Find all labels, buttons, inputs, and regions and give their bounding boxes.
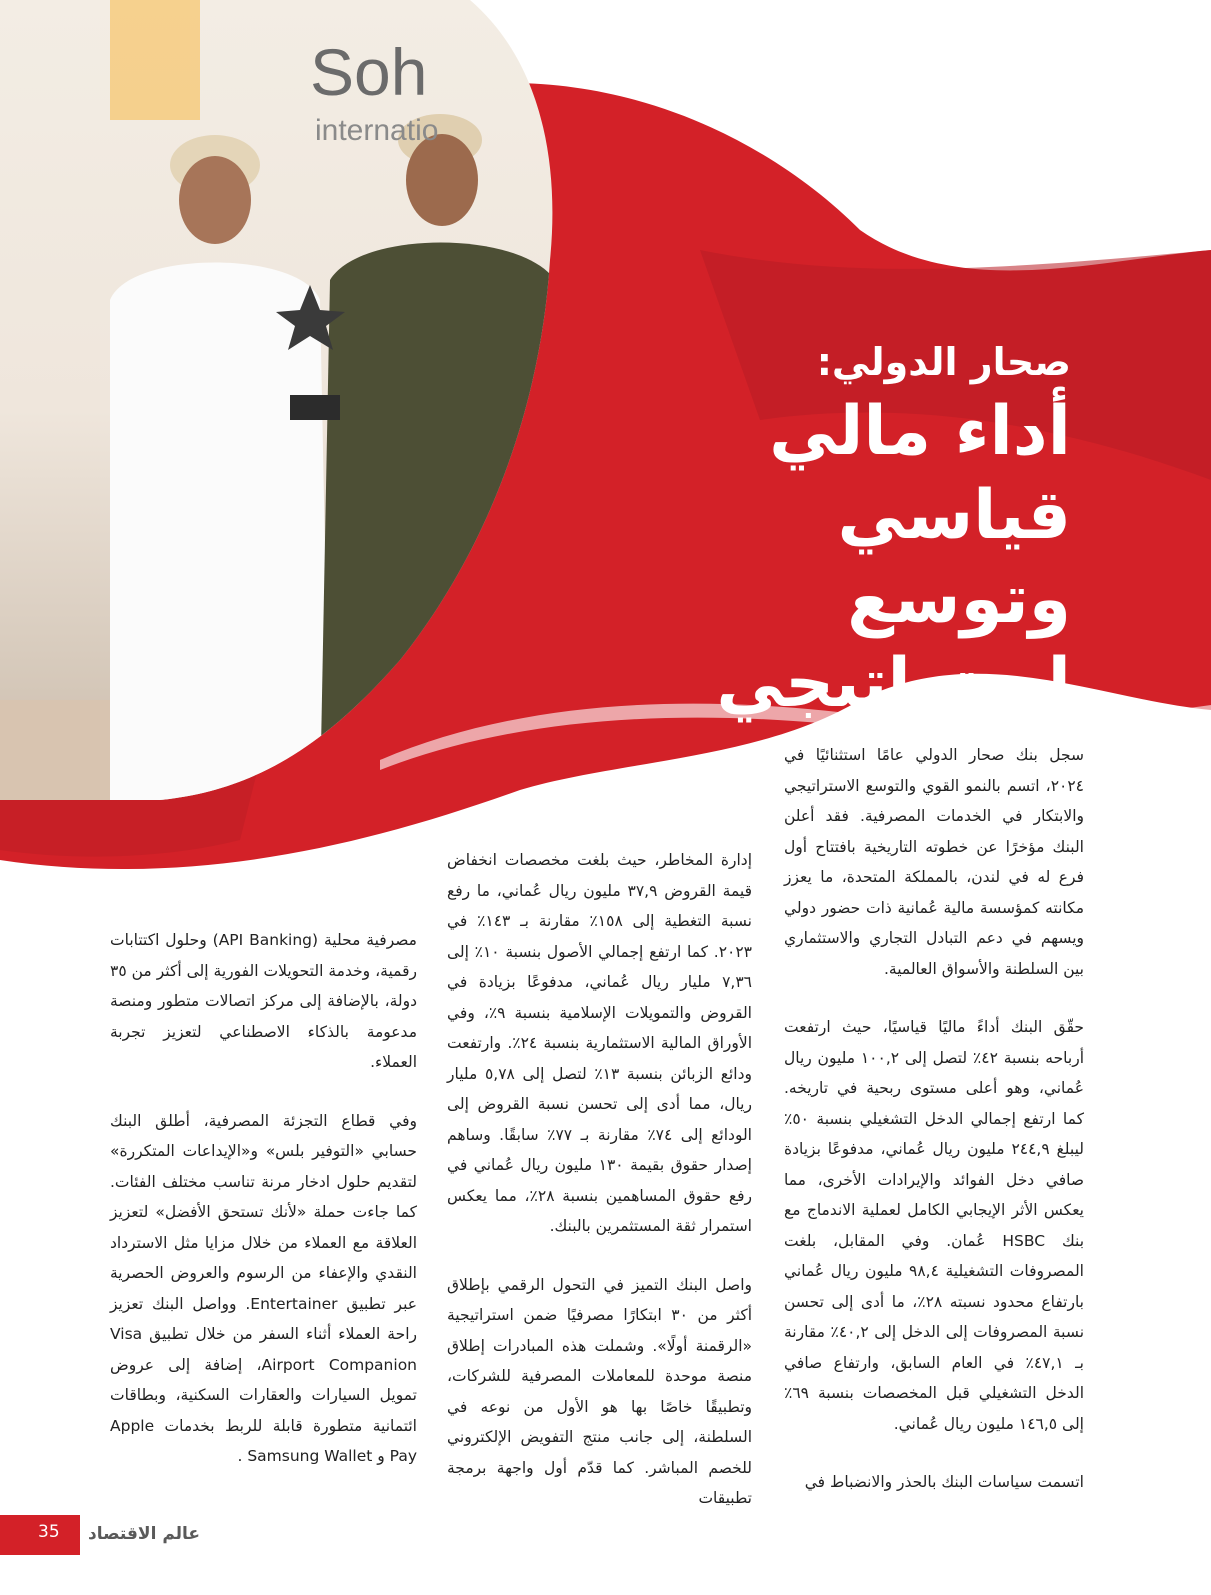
column-3-paragraph-1: مصرفية محلية (API Banking) وحلول اكتتابات رقمية، وخدمة التحويلات الفورية إلى أكثر من ٣٥ دولة، بالإضافة إلى مركز اتصالات متطور ومنصة مدعومة بالذكاء الاصطناعي لتعزيز تجربة العملاء. bbox=[110, 931, 417, 1071]
column-1-paragraph-1: سجل بنك صحار الدولي عامًا استثنائيًا في ٢٠٢٤، اتسم بالنمو القوي والتوسع الاستراتيجي والابتكار في الخدمات المصرفية. فقد أعلن البنك مؤخرًا عن خطوته التاريخية بافتتاح أول فرع له في لندن، بالمملكة المتحدة، ما يعزز مكانته كمؤسسة مالية عُمانية ذات حضور دولي ويسهم في دعم التبادل التجاري والاستثماري بين السلطنة والأسواق العالمية. bbox=[784, 746, 1084, 978]
article-column-3 bbox=[110, 925, 417, 1500]
magazine-name: عالم الاقتصاد bbox=[88, 1524, 201, 1544]
article-column-2 bbox=[447, 845, 752, 1542]
column-1-paragraph-2: حقّق البنك أداءً ماليًا قياسيًا، حيث ارتفعت أرباحه بنسبة ٤٢٪ لتصل إلى ١٠٠,٢ مليون ريال عُماني، وهو أعلى مستوى ربحية في تاريخه. كما ارتفع إجمالي الدخل التشغيلي بنسبة ٥٠٪ ليبلغ ٢٤٤,٩ مليون ريال عُماني، مدفوعًا بزيادة صافي دخل الفوائد والإيرادات الأخرى، مما يعكس الأثر الإيجابي الكامل لعملية الاندماج مع بنك HSBC عُمان. وفي المقابل، بلغت المصروفات التشغيلية ٩٨,٤ مليون ريال عُماني بارتفاع محدود نسبته ٢٨٪، ما أدى إلى تحسن نسبة المصروفات إلى الدخل إلى ٤٠,٢٪ مقارنة بـ ٤٧,١٪ في العام السابق، وارتفاع صافي الدخل التشغيلي قبل المخصصات بنسبة ٦٩٪ إلى ١٤٦,٥ مليون ريال عُماني. bbox=[784, 1018, 1085, 1433]
column-2-paragraph-2: واصل البنك التميز في التحول الرقمي بإطلاق أكثر من ٣٠ ابتكارًا مصرفيًا ضمن استراتيجية «الرقمنة أولًا». وشملت هذه المبادرات إطلاق منصة موحدة للمعاملات المصرفية للشركات، وتطبيقًا خاصًا بها هو الأول من نوعه في السلطنة، إلى جانب منتج التفويض الإلكتروني للخصم المباشر. كما قدّم أول واجهة برمجة تطبيقات bbox=[447, 1275, 753, 1507]
headline-title-line-1: أداء مالي bbox=[769, 392, 1071, 471]
headline-title-line-3: استراتيجي bbox=[716, 644, 1071, 723]
article-column-1 bbox=[784, 740, 1084, 1526]
photo-sign-text-2: internatio bbox=[315, 114, 439, 147]
column-2-paragraph-1: إدارة المخاطر، حيث بلغت مخصصات انخفاض قيمة القروض ٣٧,٩ مليون ريال عُماني، ما رفع نسبة التغطية إلى ١٥٨٪ مقارنة بـ ١٤٣٪ في ٢٠٢٣. كما ارتفع إجمالي الأصول بنسبة ١٠٪ إلى ٧,٣٦ مليار ريال عُماني، مدفوعًا بزيادة في القروض والتمويلات الإسلامية بنسبة ٩٪، وفي الأوراق المالية الاستثمارية بنسبة ٢٤٪. وارتفعت ودائع الزبائن بنسبة ١٣٪ لتصل إلى ٥,٧٨ مليار ريال، مما أدى إلى تحسن نسبة القروض إلى الودائع إلى ٧٤٪ مقارنة بـ ٧٧٪ سابقًا. وساهم إصدار حقوق بقيمة ١٣٠ مليون ريال عُماني في رفع حقوق المساهمين بنسبة ٢٨٪، مما يعكس استمرار ثقة المستثمرين بالبنك. bbox=[447, 851, 753, 1235]
article-headline bbox=[651, 340, 1071, 726]
headline-title-line-2: قياسي وتوسع bbox=[837, 476, 1071, 639]
column-3-paragraph-2: وفي قطاع التجزئة المصرفية، أطلق البنك حسابي «التوفير بلس» و«الإيداعات المتكررة» لتقديم حلول ادخار مرنة تناسب مختلف الفئات. كما جاءت حملة «لأنك تستحق الأفضل» لتعزيز العلاقة مع العملاء من خلال مزايا مثل الاسترداد النقدي والإعفاء من الرسوم والعروض الحصرية عبر تطبيق Entertainer. وواصل البنك تعزيز راحة العملاء أثناء السفر من خلال تطبيق Visa Airport Companion، إضافة إلى عروض تمويل السيارات والعقارات السكنية، وبطاقات ائتمانية متطورة قابلة للربط بخدمات Apple Pay و Samsung Wallet . bbox=[110, 1111, 417, 1465]
photo-sign-text-1: Soh bbox=[310, 35, 428, 109]
headline-kicker: صحار الدولي: bbox=[816, 340, 1071, 384]
column-1-paragraph-3: اتسمت سياسات البنك بالحذر والانضباط في bbox=[804, 1473, 1084, 1491]
photo-award-presentation bbox=[0, 0, 590, 820]
page-number: 35 bbox=[38, 1522, 60, 1542]
